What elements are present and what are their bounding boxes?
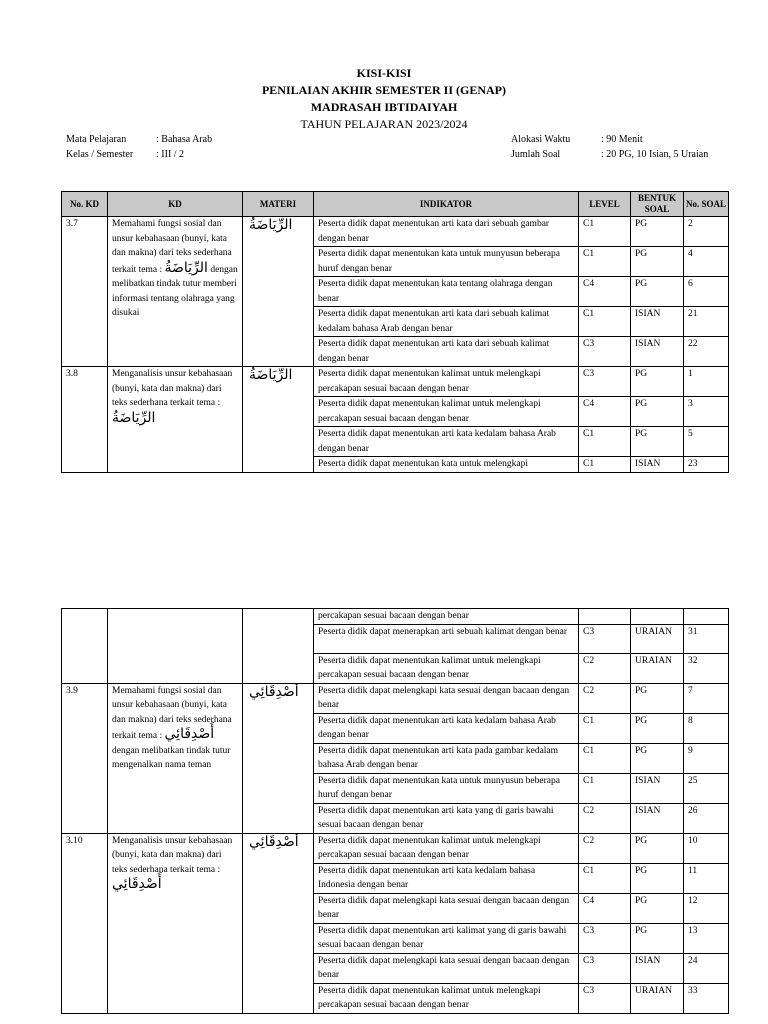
no-soal-cell: 31 (684, 624, 729, 653)
level-cell: C1 (579, 863, 631, 893)
doc-title-kisi-kisi: KISI-KISI (356, 66, 412, 80)
indikator-cell: Peserta didik dapat menentukan kata tentang olahraga dengan benar (314, 277, 579, 307)
no-kd-cell: 3.8 (62, 367, 108, 473)
kd-cell (108, 833, 243, 1013)
no-soal-cell: 23 (684, 457, 729, 473)
table-row (62, 833, 729, 863)
table-row (62, 609, 729, 625)
materi-arabic: أَصْدِقَائِي (249, 833, 299, 850)
indikator-cell: Peserta didik dapat menentukan arti kata yang di garis bawahi sesuai bacaan dengan benar (314, 803, 579, 833)
level-cell: C1 (579, 457, 631, 473)
bentuk-soal-cell: PG (631, 743, 684, 773)
indikator-cell: Peserta didik dapat melengkapi kata sesuai dengan bacaan dengan benar (314, 893, 579, 923)
kd-text: Memahami fungsi sosial dan unsur kebahasaan (bunyi, kata dan makna) dari teks sederhana terkait tema : (112, 219, 232, 275)
materi-cell (243, 683, 314, 833)
no-soal-cell: 13 (684, 923, 729, 953)
kd-cell (108, 217, 243, 367)
level-cell: C3 (579, 337, 631, 367)
level-cell: C1 (579, 427, 631, 457)
level-cell: C3 (579, 624, 631, 653)
no-soal-cell: 8 (684, 713, 729, 743)
indikator-cell: percakapan sesuai bacaan dengan benar (314, 609, 579, 625)
header-indikator: INDIKATOR (314, 192, 579, 217)
level-cell: C1 (579, 217, 631, 247)
level-cell: C2 (579, 683, 631, 713)
indikator-cell: Peserta didik dapat menentukan arti kata dari sebuah kalimat kedalam bahasa Arab dengan benar (314, 307, 579, 337)
bentuk-soal-cell: URAIAN (631, 624, 684, 653)
level-cell (579, 609, 631, 625)
level-cell: C2 (579, 833, 631, 863)
no-soal-cell: 21 (684, 307, 729, 337)
table-row (62, 217, 729, 247)
no-soal-cell: 1 (684, 367, 729, 397)
bentuk-soal-cell: PG (631, 713, 684, 743)
level-cell: C3 (579, 983, 631, 1013)
no-soal-cell: 26 (684, 803, 729, 833)
indikator-cell: Peserta didik dapat menentukan arti kata pada gambar kedalam bahasa Arab dengan benar (314, 743, 579, 773)
bentuk-soal-cell: PG (631, 367, 684, 397)
no-soal-cell: 3 (684, 397, 729, 427)
bentuk-soal-cell: PG (631, 893, 684, 923)
bentuk-soal-cell: PG (631, 683, 684, 713)
no-kd-cell: 3.10 (62, 833, 108, 1013)
indikator-cell: Peserta didik dapat menentukan kata untuk melengkapi (314, 457, 579, 473)
bentuk-soal-cell: ISIAN (631, 307, 684, 337)
level-cell: C3 (579, 923, 631, 953)
kisi-table-page1 (61, 191, 729, 473)
no-soal-cell: 5 (684, 427, 729, 457)
bentuk-soal-cell: URAIAN (631, 653, 684, 683)
no-soal-cell: 33 (684, 983, 729, 1013)
no-soal-cell: 4 (684, 247, 729, 277)
level-cell: C1 (579, 307, 631, 337)
indikator-cell: Peserta didik dapat menentukan arti kata kedalam bahasa Indonesia dengan benar (314, 863, 579, 893)
no-soal-cell: 24 (684, 953, 729, 983)
header-kd: KD (108, 192, 243, 217)
jumlah-label: Jumlah Soal (511, 149, 561, 160)
alokasi-value: : 90 Menit (601, 134, 643, 145)
no-soal-cell: 22 (684, 337, 729, 367)
header-no-kd: No. KD (62, 192, 108, 217)
no-soal-cell: 32 (684, 653, 729, 683)
table-row (62, 367, 729, 397)
level-cell: C4 (579, 893, 631, 923)
bentuk-soal-cell: PG (631, 833, 684, 863)
mapel-value: : Bahasa Arab (156, 134, 213, 145)
mapel-label: Mata Pelajaran (66, 134, 127, 145)
no-soal-cell: 2 (684, 217, 729, 247)
no-soal-cell: 25 (684, 773, 729, 803)
header-no-soal: No. SOAL (684, 192, 729, 217)
indikator-cell: Peserta didik dapat melengkapi kata sesuai dengan bacaan dengan benar (314, 953, 579, 983)
bentuk-soal-cell (631, 609, 684, 625)
materi-arabic: الرِّيَاضَةُ (249, 367, 293, 383)
materi-cell (243, 367, 314, 473)
no-kd-cell: 3.7 (62, 217, 108, 367)
level-cell: C3 (579, 367, 631, 397)
bentuk-soal-cell: ISIAN (631, 337, 684, 367)
level-cell: C2 (579, 653, 631, 683)
indikator-cell: Peserta didik dapat melengkapi kata sesuai dengan bacaan dengan benar (314, 683, 579, 713)
no-soal-cell: 9 (684, 743, 729, 773)
materi-arabic: أَصْدِقَائِي (249, 683, 299, 700)
level-cell: C1 (579, 743, 631, 773)
doc-title-tahun: TAHUN PELAJARAN 2023/2024 (300, 117, 468, 131)
bentuk-soal-cell: PG (631, 217, 684, 247)
indikator-cell: Peserta didik dapat menentukan kata untuk munyusun beberapa huruf dengan benar (314, 247, 579, 277)
no-soal-cell: 7 (684, 683, 729, 713)
kd-text-continued: dengan melibatkan tindak tutur mengenalkan nama teman (112, 745, 231, 770)
materi-cell (243, 609, 314, 684)
indikator-cell: Peserta didik dapat menentukan kalimat untuk melengkapi percakapan sesuai bacaan dengan benar (314, 397, 579, 427)
kd-arabic-text: الرِّيَاضَةُ (164, 259, 208, 276)
indikator-cell: Peserta didik dapat menentukan arti kata kedalam bahasa Arab dengan benar (314, 427, 579, 457)
no-soal-cell: 12 (684, 893, 729, 923)
materi-cell (243, 833, 314, 1013)
bentuk-soal-cell: PG (631, 427, 684, 457)
kelas-value: : III / 2 (156, 149, 185, 160)
no-soal-cell: 10 (684, 833, 729, 863)
kd-arabic-text: الرِّيَاضَةُ (112, 409, 156, 426)
header-bentuk-soal: BENTUK SOAL (631, 192, 684, 217)
doc-title-penilaian: PENILAIAN AKHIR SEMESTER II (GENAP) (261, 83, 507, 97)
level-cell: C1 (579, 247, 631, 277)
bentuk-soal-cell: ISIAN (631, 803, 684, 833)
level-cell: C3 (579, 953, 631, 983)
bentuk-soal-cell: ISIAN (631, 457, 684, 473)
kelas-label: Kelas / Semester (66, 149, 134, 160)
kd-arabic-text: أَصْدِقَائِي (112, 876, 162, 892)
no-soal-cell (684, 609, 729, 625)
indikator-cell: Peserta didik dapat menentukan kalimat untuk melengkapi percakapan sesuai bacaan dengan benar (314, 367, 579, 397)
doc-title-madrasah: MADRASAH IBTIDAIYAH (310, 100, 458, 114)
jumlah-value: : 20 PG, 10 Isian, 5 Uraian (601, 149, 709, 160)
bentuk-soal-cell: ISIAN (631, 773, 684, 803)
materi-cell (243, 217, 314, 367)
bentuk-soal-cell: PG (631, 923, 684, 953)
indikator-cell: Peserta didik dapat menentukan arti kalimat yang di garis bawahi sesuai bacaan dengan benar (314, 923, 579, 953)
header-materi: MATERI (243, 192, 314, 217)
level-cell: C2 (579, 803, 631, 833)
indikator-cell: Peserta didik dapat menerapkan arti sebuah kalimat dengan benar (314, 624, 579, 653)
indikator-cell: Peserta didik dapat menentukan arti kata kedalam bahasa Arab dengan benar (314, 713, 579, 743)
kd-cell (108, 367, 243, 473)
materi-arabic: الرِّيَاضَةُ (249, 217, 293, 233)
indikator-cell: Peserta didik dapat menentukan kalimat untuk melengkapi percakapan sesuai bacaan dengan benar (314, 833, 579, 863)
level-cell: C4 (579, 397, 631, 427)
no-soal-cell: 11 (684, 863, 729, 893)
level-cell: C1 (579, 773, 631, 803)
no-kd-cell (62, 609, 108, 684)
bentuk-soal-cell: PG (631, 863, 684, 893)
no-soal-cell: 6 (684, 277, 729, 307)
kd-cell (108, 609, 243, 684)
indikator-cell: Peserta didik dapat menentukan kalimat untuk melengkapi percakapan sesuai bacaan dengan benar (314, 983, 579, 1013)
no-kd-cell: 3.9 (62, 683, 108, 833)
bentuk-soal-cell: PG (631, 277, 684, 307)
level-cell: C4 (579, 277, 631, 307)
indikator-cell: Peserta didik dapat menentukan kata untuk munyusun beberapa huruf dengan benar (314, 773, 579, 803)
bentuk-soal-cell: ISIAN (631, 953, 684, 983)
indikator-cell: Peserta didik dapat menentukan arti kata dari sebuah kalimat dengan benar (314, 337, 579, 367)
kd-text: Menganalisis unsur kebahasaan (bunyi, kata dan makna) dari teks sederhana terkait tema : (112, 835, 233, 875)
table-row (62, 683, 729, 713)
bentuk-soal-cell: PG (631, 397, 684, 427)
bentuk-soal-cell: PG (631, 247, 684, 277)
header-level: LEVEL (579, 192, 631, 217)
bentuk-soal-cell: URAIAN (631, 983, 684, 1013)
alokasi-label: Alokasi Waktu (511, 134, 571, 145)
level-cell: C1 (579, 713, 631, 743)
indikator-cell: Peserta didik dapat menentukan kalimat untuk melengkapi percakapan sesuai bacaan dengan benar (314, 653, 579, 683)
indikator-cell: Peserta didik dapat menentukan arti kata dari sebuah gambar dengan benar (314, 217, 579, 247)
kd-text: Memahami fungsi sosial dan unsur kebahasaan (bunyi, kata dan makna) dari teks sederhana terkait tema : (112, 685, 232, 741)
kd-cell (108, 683, 243, 833)
kd-arabic-text: أَصْدِقَائِي (164, 726, 215, 742)
kisi-table-page2 (61, 608, 729, 1014)
kd-text: Menganalisis unsur kebahasaan (bunyi, kata dan makna) dari teks sederhana terkait tema : (112, 369, 233, 408)
table-header-row (62, 192, 729, 217)
kd-text-continued: dengan melibatkan tindak tutur memberi informasi tentang olahraga yang disukai (112, 264, 238, 318)
